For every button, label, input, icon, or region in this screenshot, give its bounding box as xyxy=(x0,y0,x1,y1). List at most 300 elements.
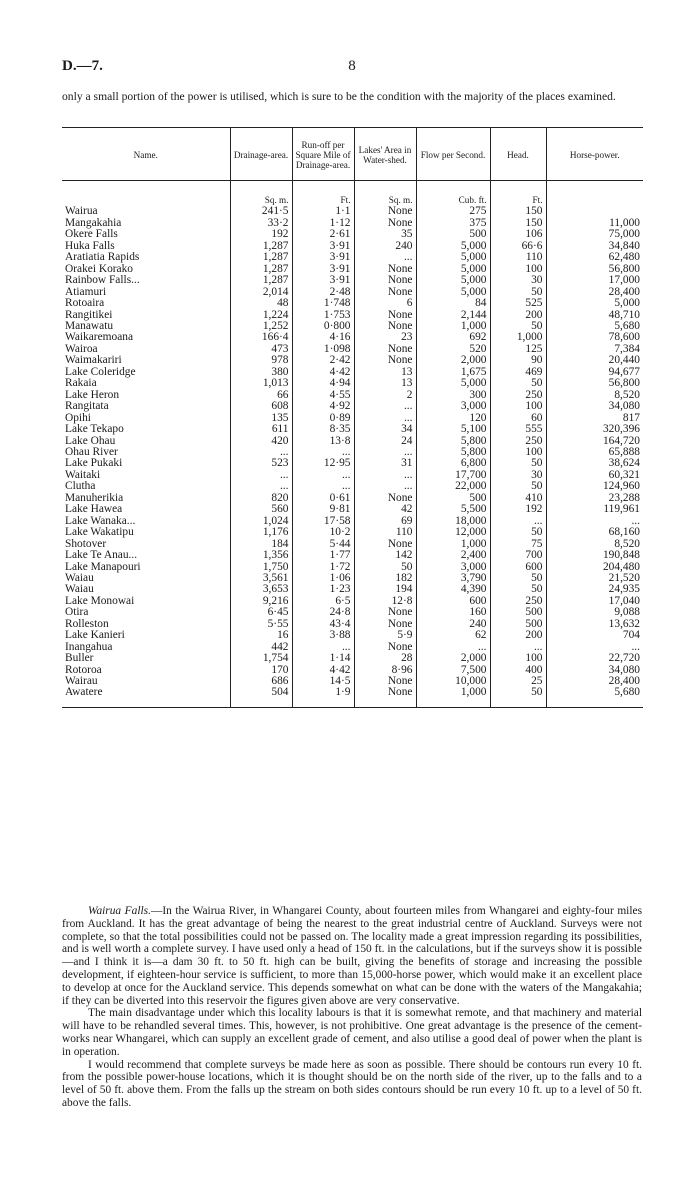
table-row xyxy=(62,527,643,538)
place-name-cell: Lake Tekapo xyxy=(65,423,124,436)
value-cell: 50 xyxy=(490,687,546,707)
place-name-cell: Waimakariri xyxy=(65,354,122,367)
value-cell: 50 xyxy=(490,321,546,332)
table-row xyxy=(62,619,643,630)
value-cell: 469 xyxy=(490,367,546,378)
value-cell: 5,000 xyxy=(416,378,490,389)
value-cell: ... xyxy=(292,470,354,481)
value-cell: 2,400 xyxy=(416,550,490,561)
unit-cell: Cub. ft. xyxy=(416,181,490,207)
table-row xyxy=(62,653,643,664)
table-row xyxy=(62,206,643,217)
table-row xyxy=(62,573,643,584)
value-cell: 241·5 xyxy=(230,206,292,217)
value-cell: 65,888 xyxy=(546,447,643,458)
place-name-cell: Waiau xyxy=(65,583,94,596)
value-cell: 94,677 xyxy=(546,367,643,378)
value-cell: 25 xyxy=(490,676,546,687)
table-row xyxy=(62,447,643,458)
value-cell: 56,800 xyxy=(546,378,643,389)
value-cell: ... xyxy=(546,642,643,653)
value-cell: 23 xyxy=(354,332,416,343)
value-cell: 42 xyxy=(354,504,416,515)
table-row xyxy=(62,458,643,469)
value-cell: 5,000 xyxy=(416,241,490,252)
value-cell: 4·92 xyxy=(292,401,354,412)
value-cell: 400 xyxy=(490,665,546,676)
value-cell: 500 xyxy=(416,229,490,240)
table-row xyxy=(62,344,643,355)
table-row xyxy=(62,539,643,550)
value-cell: 170 xyxy=(230,665,292,676)
value-cell: 17,040 xyxy=(546,596,643,607)
value-cell: 5·9 xyxy=(354,630,416,641)
value-cell: 66·6 xyxy=(490,241,546,252)
value-cell: 6 xyxy=(354,298,416,309)
value-cell: 150 xyxy=(490,206,546,217)
value-cell: 142 xyxy=(354,550,416,561)
body-paragraph xyxy=(62,1007,642,1058)
value-cell: 3,653 xyxy=(230,584,292,595)
value-cell: 10,000 xyxy=(416,676,490,687)
value-cell: 8,520 xyxy=(546,390,643,401)
value-cell: 250 xyxy=(490,436,546,447)
place-name-cell: Wairua xyxy=(65,205,98,218)
table-row xyxy=(62,378,643,389)
value-cell: 17·58 xyxy=(292,516,354,527)
value-cell: 9·81 xyxy=(292,504,354,515)
value-cell: ... xyxy=(354,470,416,481)
value-cell: 84 xyxy=(416,298,490,309)
value-cell: 10·2 xyxy=(292,527,354,538)
page-header xyxy=(62,58,642,78)
value-cell: ... xyxy=(230,481,292,492)
value-cell: 192 xyxy=(490,504,546,515)
value-cell: 66 xyxy=(230,390,292,401)
value-cell: 90 xyxy=(490,355,546,366)
value-cell: 0·800 xyxy=(292,321,354,332)
table-row xyxy=(62,275,643,286)
value-cell: 16 xyxy=(230,630,292,641)
value-cell: ... xyxy=(354,413,416,424)
value-cell: 5·44 xyxy=(292,539,354,550)
value-cell: 1,252 xyxy=(230,321,292,332)
table-row xyxy=(62,481,643,492)
value-cell: 119,961 xyxy=(546,504,643,515)
value-cell: 4·16 xyxy=(292,332,354,343)
place-name-cell: Orakei Korako xyxy=(65,262,133,275)
place-name-cell: Awatere xyxy=(62,687,230,707)
value-cell: 1·748 xyxy=(292,298,354,309)
value-cell: 1,024 xyxy=(230,516,292,527)
place-name-cell: Lake Manapouri xyxy=(65,560,141,573)
value-cell: 1·1 xyxy=(292,206,354,217)
place-name-cell: Lake Wanaka... xyxy=(65,514,136,527)
value-cell: None xyxy=(354,642,416,653)
water-power-table xyxy=(62,127,643,708)
table-row xyxy=(62,252,643,263)
value-cell: 240 xyxy=(354,241,416,252)
value-cell: None xyxy=(354,275,416,286)
value-cell: 1·23 xyxy=(292,584,354,595)
place-name-cell: Okere Falls xyxy=(65,228,118,241)
value-cell: 31 xyxy=(354,458,416,469)
table-row xyxy=(62,550,643,561)
table-row xyxy=(62,401,643,412)
place-name-cell: Lake Coleridge xyxy=(65,365,136,378)
value-cell: None xyxy=(354,287,416,298)
value-cell: 1·77 xyxy=(292,550,354,561)
table-row xyxy=(62,218,643,229)
value-cell: 300 xyxy=(416,390,490,401)
unit-cell: Ft. xyxy=(292,181,354,207)
value-cell: 3·88 xyxy=(292,630,354,641)
value-cell: 5,100 xyxy=(416,424,490,435)
value-cell: ... xyxy=(354,401,416,412)
table-row xyxy=(62,424,643,435)
value-cell: 38,624 xyxy=(546,458,643,469)
value-cell: 12·95 xyxy=(292,458,354,469)
table-header-row xyxy=(62,128,643,181)
value-cell: 1,000 xyxy=(416,321,490,332)
table-row xyxy=(62,321,643,332)
value-cell: 1,287 xyxy=(230,241,292,252)
value-cell: 100 xyxy=(490,653,546,664)
value-cell: 1,000 xyxy=(490,332,546,343)
value-cell: 5,000 xyxy=(416,252,490,263)
value-cell: ... xyxy=(292,481,354,492)
value-cell: 190,848 xyxy=(546,550,643,561)
header-name: Name. xyxy=(62,128,230,181)
value-cell: 6·45 xyxy=(230,607,292,618)
value-cell: 4·55 xyxy=(292,390,354,401)
value-cell: 320,396 xyxy=(546,424,643,435)
value-cell: 4·42 xyxy=(292,665,354,676)
table-row xyxy=(62,413,643,424)
table-row xyxy=(62,607,643,618)
header-horse-power: Horse-power. xyxy=(546,128,643,181)
value-cell: 62 xyxy=(416,630,490,641)
value-cell: 1·098 xyxy=(292,344,354,355)
value-cell: 182 xyxy=(354,573,416,584)
table-row xyxy=(62,436,643,447)
value-cell: 8·96 xyxy=(354,665,416,676)
value-cell: 686 xyxy=(230,676,292,687)
table-row xyxy=(62,298,643,309)
value-cell: 13 xyxy=(354,367,416,378)
value-cell: 1,754 xyxy=(230,653,292,664)
value-cell: 5·55 xyxy=(230,619,292,630)
value-cell: 240 xyxy=(416,619,490,630)
place-name-cell: Inangahua xyxy=(65,640,113,653)
place-name-cell: Opihi xyxy=(65,411,91,424)
table-row xyxy=(62,355,643,366)
value-cell: 164,720 xyxy=(546,436,643,447)
value-cell: 2·42 xyxy=(292,355,354,366)
value-cell: 184 xyxy=(230,539,292,550)
unit-cell xyxy=(62,181,230,207)
value-cell: 1,000 xyxy=(416,687,490,707)
value-cell: 3,790 xyxy=(416,573,490,584)
value-cell: 110 xyxy=(354,527,416,538)
value-cell: 500 xyxy=(490,619,546,630)
value-cell: ... xyxy=(230,447,292,458)
value-cell: 35 xyxy=(354,229,416,240)
value-cell: 1·753 xyxy=(292,310,354,321)
value-cell: 68,160 xyxy=(546,527,643,538)
paragraph-text: I would recommend that complete surveys be made here as soon as possible. There should be contours run every 10 ft. from the possible power-house locations, which it is thought should be on the north side of the river, up to the falls and to a level of 50 ft. above them. From the falls up the stream on both sides contours should be run every 10 ft. up to a level of 50 ft. above the falls. xyxy=(62,1058,642,1109)
value-cell: 110 xyxy=(490,252,546,263)
value-cell: ... xyxy=(354,252,416,263)
value-cell: 50 xyxy=(490,481,546,492)
value-cell: 3·91 xyxy=(292,241,354,252)
place-name-cell: Ohau River xyxy=(65,445,118,458)
table-row xyxy=(62,229,643,240)
place-name-cell: Lake Hawea xyxy=(65,503,123,516)
value-cell: 30 xyxy=(490,275,546,286)
value-cell: 60 xyxy=(490,413,546,424)
value-cell: 24·8 xyxy=(292,607,354,618)
value-cell: 1,176 xyxy=(230,527,292,538)
value-cell: 14·5 xyxy=(292,676,354,687)
place-name-cell: Huka Falls xyxy=(65,239,115,252)
table-row xyxy=(62,562,643,573)
value-cell: None xyxy=(354,206,416,217)
value-cell: 60,321 xyxy=(546,470,643,481)
value-cell: 204,480 xyxy=(546,562,643,573)
value-cell: 56,800 xyxy=(546,264,643,275)
place-name-cell: Waiau xyxy=(65,571,94,584)
header-lakes-area: Lakes' Area in Water-shed. xyxy=(354,128,416,181)
place-name-cell: Rotoroa xyxy=(65,663,102,676)
value-cell: 8,520 xyxy=(546,539,643,550)
value-cell: 5,800 xyxy=(416,447,490,458)
table-row xyxy=(62,516,643,527)
value-cell: 375 xyxy=(416,218,490,229)
value-cell: 0·89 xyxy=(292,413,354,424)
body-text xyxy=(62,905,642,1110)
value-cell: None xyxy=(354,493,416,504)
value-cell: 560 xyxy=(230,504,292,515)
value-cell: 50 xyxy=(490,573,546,584)
value-cell: 978 xyxy=(230,355,292,366)
value-cell: 48,710 xyxy=(546,310,643,321)
value-cell: 50 xyxy=(354,562,416,573)
value-cell: 250 xyxy=(490,390,546,401)
value-cell: 5,000 xyxy=(416,275,490,286)
value-cell: 500 xyxy=(416,493,490,504)
value-cell: 555 xyxy=(490,424,546,435)
value-cell: 1,000 xyxy=(416,539,490,550)
table-row xyxy=(62,676,643,687)
unit-cell: Sq. m. xyxy=(354,181,416,207)
value-cell: 4·42 xyxy=(292,367,354,378)
value-cell: 150 xyxy=(490,218,546,229)
value-cell: 1,287 xyxy=(230,252,292,263)
place-name-cell: Wairau xyxy=(65,675,98,688)
value-cell: None xyxy=(354,321,416,332)
value-cell: 442 xyxy=(230,642,292,653)
value-cell: 24,935 xyxy=(546,584,643,595)
table-row xyxy=(62,390,643,401)
place-name-cell: Clutha xyxy=(65,480,96,493)
value-cell: 2·48 xyxy=(292,287,354,298)
value-cell: 2 xyxy=(354,390,416,401)
value-cell: 106 xyxy=(490,229,546,240)
table-row xyxy=(62,470,643,481)
value-cell: 704 xyxy=(546,630,643,641)
value-cell: None xyxy=(354,355,416,366)
value-cell: 5,680 xyxy=(546,321,643,332)
value-cell: 2,000 xyxy=(416,355,490,366)
value-cell: 275 xyxy=(416,206,490,217)
paragraph-text: —In the Wairua River, in Whangarei County, about fourteen miles from Whangarei and eighty-four miles from Auckland. It has the great advantage of being the nearest to the great industrial centre of Auckland. Surveys were not complete, so that the total possibilities could not be passed on. The locality made a great impression regarding its possibilities, and is well worth a complete survey. I have used only a head of 150 ft. in the calculations, but if the surveys show it is possible—and I think it is—a dam 30 ft. to 50 ft. high can be built, giving the benefits of storage and increasing the possible development, if eighteen-hour service is sufficient, to more than 15,000-horse power, which would make it an excellent place to develop at once for the Auckland service. This depends somewhat on what can be done with the waters of the Mangakahia; if they can be diverted into this reservoir the figures given above are very conservative. xyxy=(62,905,643,1007)
value-cell: 520 xyxy=(416,344,490,355)
place-name-cell: Waikaremoana xyxy=(65,331,134,344)
value-cell: 43·4 xyxy=(292,619,354,630)
place-name-cell: Rainbow Falls... xyxy=(65,274,140,287)
document-reference: D.—7. xyxy=(62,58,103,74)
value-cell: 62,480 xyxy=(546,252,643,263)
place-name-cell: Otira xyxy=(65,606,89,619)
value-cell: 23,288 xyxy=(546,493,643,504)
value-cell: 200 xyxy=(490,310,546,321)
place-name-cell: Aratiatia Rapids xyxy=(65,251,140,264)
value-cell: 13,632 xyxy=(546,619,643,630)
place-name-cell: Waitaki xyxy=(65,468,101,481)
units-row xyxy=(62,181,643,207)
value-cell: 28 xyxy=(354,653,416,664)
value-cell: 7,500 xyxy=(416,665,490,676)
value-cell: 3,561 xyxy=(230,573,292,584)
place-name-cell: Wairoa xyxy=(65,342,98,355)
value-cell: 50 xyxy=(490,527,546,538)
value-cell: 1,675 xyxy=(416,367,490,378)
value-cell: 34,080 xyxy=(546,401,643,412)
header-run-off: Run-off per Square Mile of Drainage-area. xyxy=(292,128,354,181)
value-cell: None xyxy=(354,676,416,687)
table-row xyxy=(62,596,643,607)
value-cell: 50 xyxy=(490,584,546,595)
value-cell: 5,000 xyxy=(416,264,490,275)
place-name-cell: Rolleston xyxy=(65,617,109,630)
value-cell: 192 xyxy=(230,229,292,240)
value-cell: 4,390 xyxy=(416,584,490,595)
place-name-cell: Rotoaira xyxy=(65,297,105,310)
value-cell: 523 xyxy=(230,458,292,469)
value-cell: None xyxy=(354,264,416,275)
header-flow: Flow per Second. xyxy=(416,128,490,181)
value-cell: 2,144 xyxy=(416,310,490,321)
header-head: Head. xyxy=(490,128,546,181)
value-cell: 608 xyxy=(230,401,292,412)
header-drainage-area: Drainage-area. xyxy=(230,128,292,181)
place-name-cell: Atiamuri xyxy=(65,285,107,298)
table-row xyxy=(62,642,643,653)
value-cell: ... xyxy=(230,470,292,481)
place-name-cell: Rangitata xyxy=(65,400,109,413)
value-cell: 3,000 xyxy=(416,562,490,573)
value-cell: 3,000 xyxy=(416,401,490,412)
body-paragraph xyxy=(62,1059,642,1110)
place-name-cell: Mangakahia xyxy=(65,216,122,229)
value-cell: 28,400 xyxy=(546,287,643,298)
place-name-cell: Lake Wakatipu xyxy=(65,526,134,539)
intro-paragraph: only a small portion of the power is utilised, which is sure to be the condition with the majority of the places examined. xyxy=(62,90,616,103)
value-cell: ... xyxy=(292,447,354,458)
value-cell: 1,356 xyxy=(230,550,292,561)
value-cell: 6,800 xyxy=(416,458,490,469)
table-row xyxy=(62,332,643,343)
value-cell: 2·61 xyxy=(292,229,354,240)
value-cell: 611 xyxy=(230,424,292,435)
value-cell: 1·72 xyxy=(292,562,354,573)
value-cell: 100 xyxy=(490,264,546,275)
place-name-cell: Lake Pukaki xyxy=(65,457,123,470)
value-cell: 78,600 xyxy=(546,332,643,343)
value-cell: 75 xyxy=(490,539,546,550)
value-cell: None xyxy=(354,687,416,707)
value-cell: None xyxy=(354,607,416,618)
value-cell: 48 xyxy=(230,298,292,309)
value-cell: None xyxy=(354,218,416,229)
value-cell: None xyxy=(354,310,416,321)
value-cell: 194 xyxy=(354,584,416,595)
place-name-cell: Lake Te Anau... xyxy=(65,549,138,562)
value-cell: 3·91 xyxy=(292,264,354,275)
place-name-cell: Manuherikia xyxy=(65,491,124,504)
place-name-cell: Lake Kanieri xyxy=(65,629,125,642)
value-cell: 17,700 xyxy=(416,470,490,481)
value-cell: 9,088 xyxy=(546,607,643,618)
table-row xyxy=(62,287,643,298)
value-cell: 12,000 xyxy=(416,527,490,538)
value-cell: 50 xyxy=(490,378,546,389)
value-cell: 1·12 xyxy=(292,218,354,229)
value-cell: 34,840 xyxy=(546,241,643,252)
value-cell: 410 xyxy=(490,493,546,504)
value-cell: ... xyxy=(490,516,546,527)
value-cell: 2,014 xyxy=(230,287,292,298)
value-cell: 8·35 xyxy=(292,424,354,435)
place-name-cell: Rakaia xyxy=(65,377,97,390)
value-cell: 100 xyxy=(490,447,546,458)
value-cell: 75,000 xyxy=(546,229,643,240)
table-row xyxy=(62,504,643,515)
value-cell: 11,000 xyxy=(546,218,643,229)
value-cell: 1·14 xyxy=(292,653,354,664)
value-cell: None xyxy=(354,344,416,355)
value-cell: 700 xyxy=(490,550,546,561)
table-row xyxy=(62,241,643,252)
value-cell: 4·94 xyxy=(292,378,354,389)
value-cell: 33·2 xyxy=(230,218,292,229)
unit-cell: Ft. xyxy=(490,181,546,207)
paragraph-lead: Wairua Falls. xyxy=(88,905,151,917)
value-cell: 473 xyxy=(230,344,292,355)
value-cell: ... xyxy=(354,481,416,492)
table-row xyxy=(62,310,643,321)
place-name-cell: Buller xyxy=(65,652,94,665)
value-cell: 28,400 xyxy=(546,676,643,687)
value-cell: ... xyxy=(416,642,490,653)
value-cell: 5,800 xyxy=(416,436,490,447)
value-cell: 600 xyxy=(490,562,546,573)
value-cell: None xyxy=(354,619,416,630)
value-cell: 166·4 xyxy=(230,332,292,343)
value-cell: 1,287 xyxy=(230,275,292,286)
value-cell: 3·91 xyxy=(292,275,354,286)
